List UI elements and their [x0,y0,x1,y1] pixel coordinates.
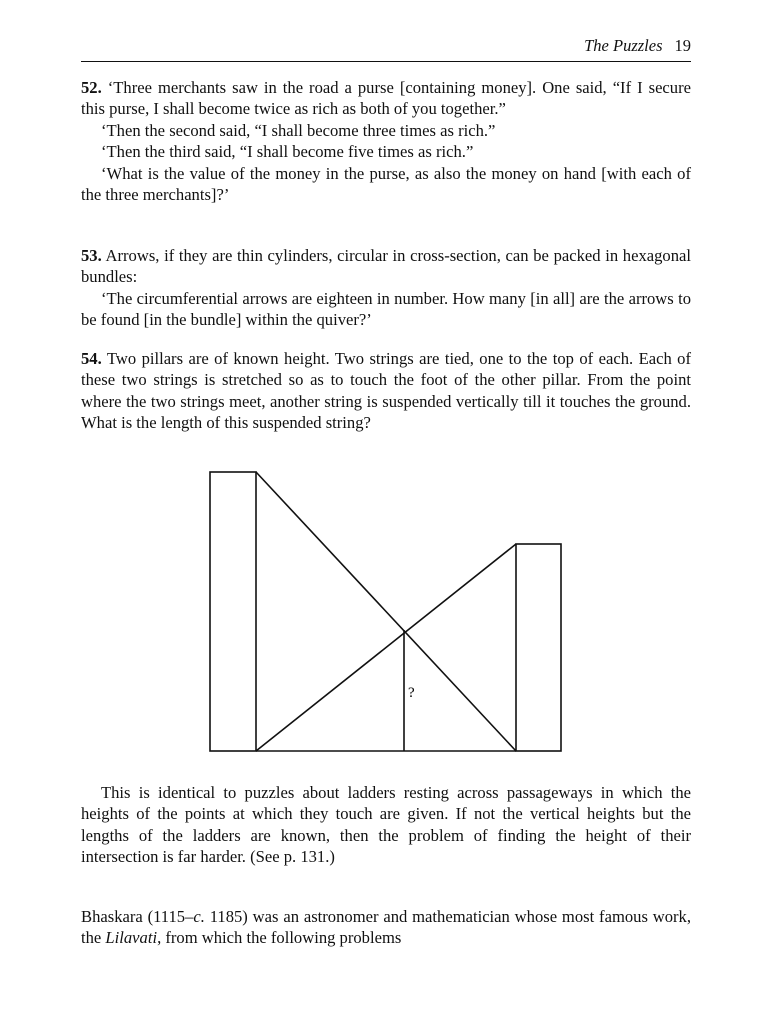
left-pillar [210,472,256,751]
puzzle-53-text-1: Arrows, if they are thin cylinders, circular in cross-section, can be packed in hexagonal bundles: [81,246,691,287]
lilavati-title: Lilavati [105,928,158,948]
pillars-diagram [205,468,567,758]
puzzle-54-text-1: Two pillars are of known height. Two strings are tied, one to the top of each. Each of these two strings is stretched so as to touch the foot of the other pillar. From the point where the two strings meet, another string is suspended vertically till it touches the ground. What is the length of this suspended string? [81,349,691,433]
running-head [81,36,691,56]
puzzle-52-paragraph-2: ‘Then the second said, “I shall become three times as rich.” [101,120,496,140]
puzzle-53-paragraph-1 [81,245,691,288]
ladder-comparison-text: This is identical to puzzles about ladders resting across passageways in which the heights of the points at which they touch are given. If not the vertical heights but the lengths of the ladders are known, then the problem of finding the height of their intersection is far harder. (See p. 131.) [81,783,691,867]
string-left-top-to-right-foot [256,472,516,751]
running-title: The Puzzles [584,36,663,55]
puzzle-52-paragraph-3: ‘Then the third said, “I shall become five times as rich.” [101,142,474,162]
puzzle-52-paragraph-1 [81,77,691,120]
puzzle-54-number: 54. [81,349,102,368]
puzzle-52-paragraph-4: ‘What is the value of the money in the purse, as also the money on hand [with each of the three merchants]?’ [81,163,691,205]
bhaskara-text-3: , from which the following problems [157,928,402,948]
pillars-diagram-svg [205,468,567,758]
right-pillar [516,544,561,751]
bhaskara-text-1: Bhaskara (1115– [81,907,194,926]
puzzle-53 [81,245,691,331]
puzzle-54 [81,348,691,434]
puzzle-53-paragraph-2: ‘The circumferential arrows are eighteen in number. How many [in all] are the arrows to be found [in the bundle] within the quiver?’ [81,288,691,330]
puzzle-52-number: 52. [81,78,102,97]
puzzle-52-text-1: ‘Three merchants saw in the road a purse [containing money]. One said, “If I secure this purse, I shall become twice as rich as both of you together.” [81,78,691,119]
question-mark-label: ? [408,685,415,701]
header-rule [81,61,691,62]
puzzle-53-number: 53. [81,246,102,265]
puzzle-54-paragraph-1 [81,348,691,434]
puzzle-52 [81,77,691,205]
bhaskara-text-2: 1185) was an astronomer and mathematician whose most famous work, the [81,907,691,948]
bhaskara-text [81,906,691,949]
ladder-comparison-paragraph [81,782,691,868]
page-number: 19 [674,36,691,55]
string-right-top-to-left-foot [256,544,516,751]
circa-abbrev: c. [193,907,205,926]
bhaskara-paragraph [81,906,691,949]
